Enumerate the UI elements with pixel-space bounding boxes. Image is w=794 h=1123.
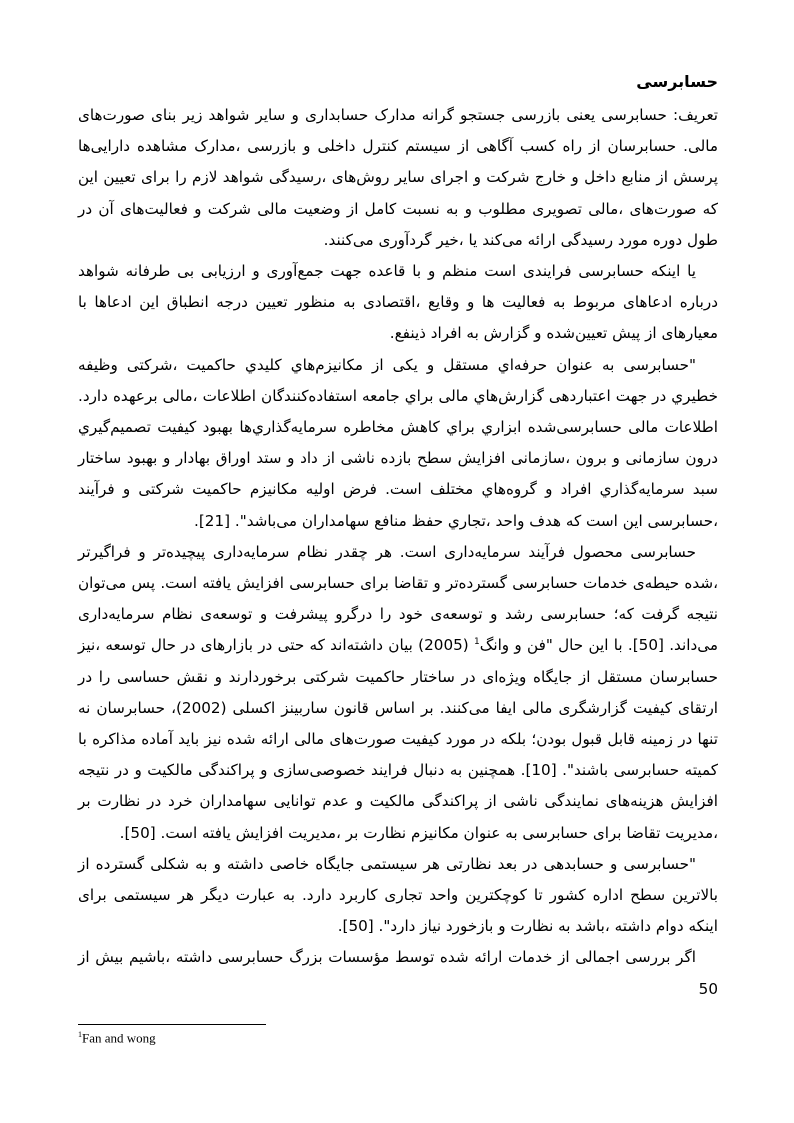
- paragraph-process: یا اینکه حسابرسی فرایندی است منظم و با قاعده جهت جمع‌آوری و ارزیابی بی طرفانه شواهد درباره ادعاهای مربوط به فعالیت ها و وقایع ،اقتصادی به منظور تعیین درجه انطباق این ادعاها با معیارهای از پیش تعیین‌شده و گزارش به افراد ذینفع.: [78, 262, 718, 343]
- footnote: [78, 1030, 156, 1046]
- footnote-number: 1: [78, 1030, 82, 1039]
- paragraph-services: اگر بررسی اجمالی از خدمات ارائه شده توسط مؤسسات بزرگ حسابرسی داشته ،باشیم بیش از 50: [78, 948, 718, 998]
- paragraph-capitalism-continued: (2005) بیان داشته‌اند که حتی در بازارهای در حال توسعه ،نیز حسابرسان مستقل از جایگاه ویژه‌ای در ساختار حاکمیت شرکتی برخوردارند و نقش حساسی را در ارتقای کیفیت گزارشگری مالی ایفا می‌کنند. بر اساس قانون ساربینز اکسلی (2002)، حسابرسان نه تنها در زمینه قابل قبول بودن؛ بلکه در مورد کیفیت صورت‌های مالی ارائه شده نیز باید آماده مذاکره با کمیته حسابرسی باشند". [10]. همچنین به دنبال فرایند خصوصی‌سازی و پراکندگی مالکیت و در نتیجه افزایش هزینه‌های نمایندگی ناشی از پراکندگی مالکیت و عدم توانایی سهامداران خرد در نظارت بر ،مدیریت تقاضا برای حسابرسی به عنوان مکانیزم نظارت بر ،مدیریت افزایش یافته است. [50].: [78, 636, 718, 842]
- paragraph-capitalism: [78, 537, 718, 849]
- paragraph-definition: تعریف: حسابرسی یعنی بازرسی جستجو گرانه مدارک حسابداری و سایر شواهد زیر بنای صورت‌های مالی. حسابرسان از راه کسب آگاهی از سیستم کنترل داخلی و بازرسی ،مدارک مشاهده دارایی‌ها پرسش از منابع داخل و خارج شرکت و اجرای سایر روش‌های ،رسیدگی شواهد لازم را برای تعیین این که صورت‌های ،مالی تصویری مطلوب و به نسبت کامل از وضعیت مالی شرکت و فعالیت‌های آن در طول دوره مورد رسیدگی ارائه می‌کند یا ،خیر گردآوری می‌کنند.: [78, 106, 718, 249]
- paragraph-capitalism-text: حسابرسی محصول فرآیند سرمایه‌داری است. هر چقدر نظام سرمایه‌داری پیچیده‌تر و فراگیرتر ،شده حیطه‌ی خدمات حسابرسی گسترده‌تر و تقاضا برای حسابرسی افزایش یافته است. پس می‌توان نتیجه گرفت که؛ حسابرسی رشد و توسعه‌ی خود را درگرو پیشرفت و توسعه‌ی نظام سرمایه‌داری می‌داند. [50]. با این حال "فن و وانگ: [78, 542, 718, 655]
- paragraph-profession-quote: "حسابرسی به عنوان حرفه‌اي مستقل و یکی از مکانیزم‌هاي کلیدي حاکمیت ،شرکتی وظیفه خطیري در جهت اعتباردهی گزارش‌هاي مالی براي جامعه استفاده‌کنندگان اطلاعات ،مالی برعهده دارد. اطلاعات مالی حسابرسی‌شده ابزاري براي کاهش مخاطره سرمایه‌گذاري‌ها بهبود کیفیت تصمیم‌گیري درون سازمانی و برون ،سازمانی افزایش سطح بازده ناشی از داد و ستد اوراق بهادار و بهبود ساختار سبد سرمایه‌گذاري افراد و گروه‌هاي مختلف است. فرض اولیه مکانیزم حاکمیت شرکتی و فرآیند ،حسابرسی این است که هدف واحد ،تجاري حفظ منافع سهامداران می‌باشد". [21].: [78, 355, 718, 530]
- body-text: [78, 100, 718, 1005]
- footnote-reference: 1: [474, 637, 480, 648]
- section-heading: حسابرسی: [636, 72, 718, 91]
- footnote-text: Fan and wong: [82, 1030, 156, 1046]
- footnote-divider: [78, 1024, 266, 1025]
- paragraph-oversight-quote: "حسابرسی و حسابدهی در بعد نظارتی هر سیستمی جایگاه خاصی داشته و به شکلی گسترده از بالاترین سطح اداره کشور تا کوچکترین واحد تجاری کاربرد دارد. به عبارت دیگر هر سیستمی برای اینکه دوام داشته ،باشد به نظارت و بازخورد نیاز دارد". [50].: [78, 854, 718, 936]
